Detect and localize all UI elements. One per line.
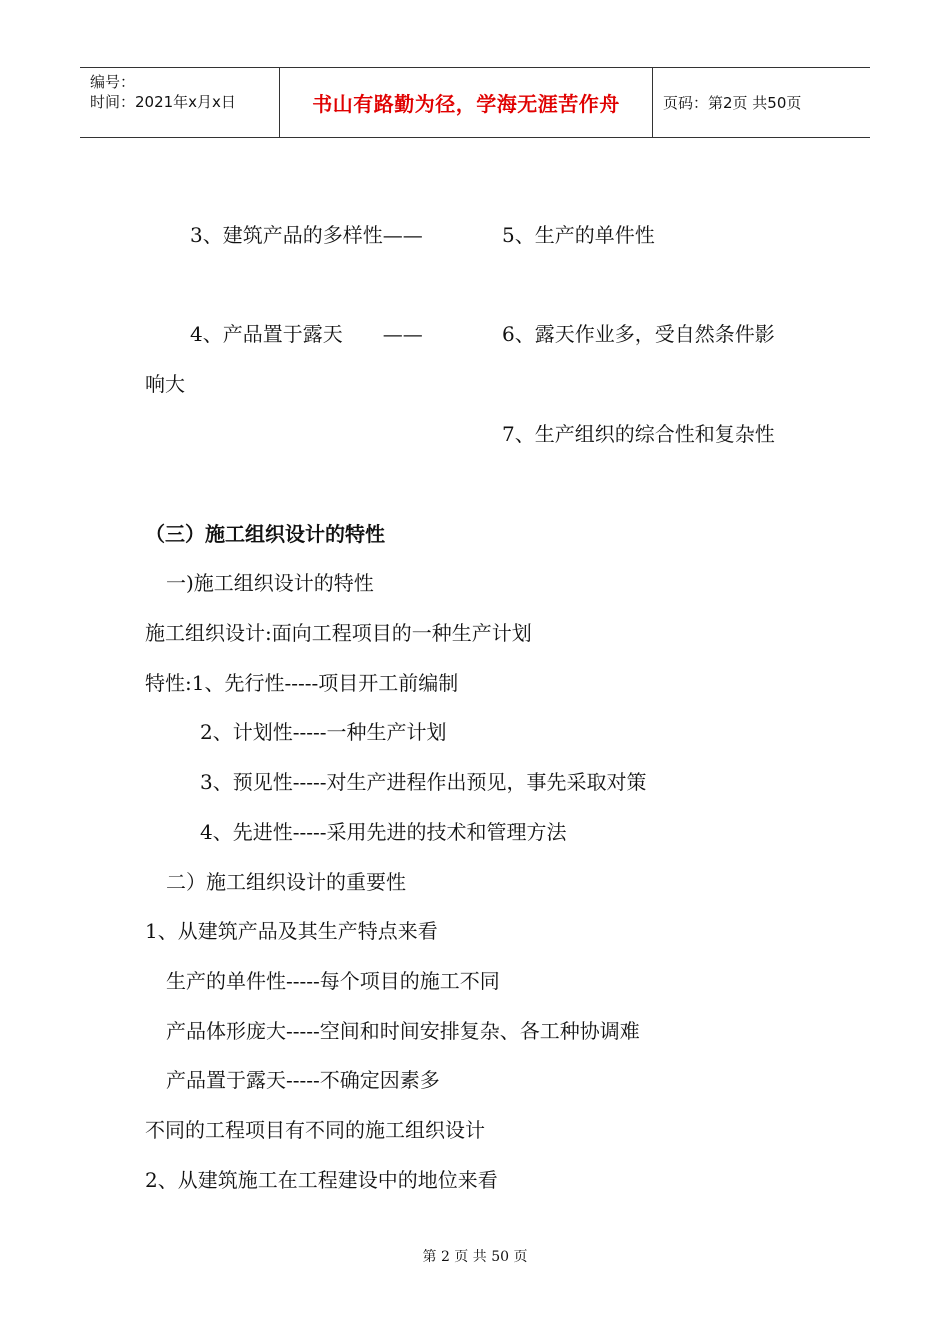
header-meta xyxy=(80,68,280,137)
text-line: 产品置于露天-----不确定因素多 xyxy=(166,1068,440,1092)
text-line: 3、预见性-----对生产进程作出预见，事先采取对策 xyxy=(200,770,647,794)
text-line: 6、露天作业多，受自然条件影 xyxy=(502,322,775,346)
text-line: 4、先进性-----采用先进的技术和管理方法 xyxy=(200,820,567,844)
subsection-heading: 一)施工组织设计的特性 xyxy=(166,571,374,595)
subsection-heading: 二）施工组织设计的重要性 xyxy=(166,870,406,894)
text-line: 7、生产组织的综合性和复杂性 xyxy=(502,422,775,446)
page-footer: 第 2 页 共 50 页 xyxy=(422,1249,528,1265)
text-line: 产品体形庞大-----空间和时间安排复杂、各工种协调难 xyxy=(166,1019,640,1043)
text-line: 5、生产的单件性 xyxy=(502,223,655,247)
page-header xyxy=(80,67,870,138)
text-line: 生产的单件性-----每个项目的施工不同 xyxy=(166,969,500,993)
text-line: 2、计划性-----一种生产计划 xyxy=(200,720,447,744)
time-label: 时间：2021年x月x日 xyxy=(90,93,236,111)
text-line: 2、从建筑施工在工程建设中的地位来看 xyxy=(145,1168,498,1192)
text-line: 1、从建筑产品及其生产特点来看 xyxy=(145,919,438,943)
text-line: 响大 xyxy=(145,372,185,396)
number-label: 编号： xyxy=(90,73,136,91)
text-line: 3、建筑产品的多样性—— xyxy=(190,223,423,247)
text-line: 4、产品置于露天 —— xyxy=(190,322,423,346)
text-line: 特性:1、先行性-----项目开工前编制 xyxy=(145,671,459,695)
header-motto: 书山有路勤为径，学海无涯苦作舟 xyxy=(280,68,653,137)
header-page-info: 页码：第2页 共50页 xyxy=(663,94,802,112)
section-heading: （三）施工组织设计的特性 xyxy=(145,522,385,546)
text-line: 不同的工程项目有不同的施工组织设计 xyxy=(145,1118,485,1142)
text-line: 施工组织设计:面向工程项目的一种生产计划 xyxy=(145,621,532,645)
